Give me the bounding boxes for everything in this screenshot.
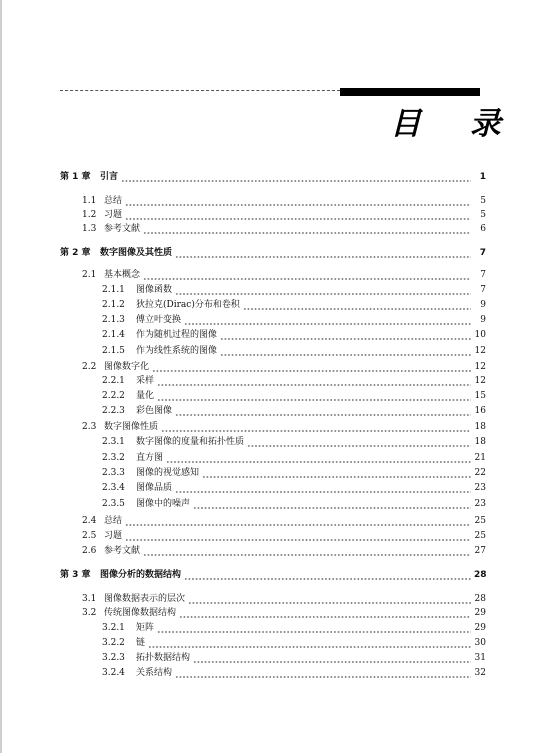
toc-number: 3.2.3 — [102, 653, 125, 663]
toc-leader-dots — [157, 621, 471, 635]
toc-title: 传统图像数据结构 — [104, 608, 177, 618]
toc-number: 2.1.2 — [102, 300, 125, 310]
toc-page-number: 18 — [474, 437, 486, 447]
toc-section-entry[interactable] — [60, 208, 486, 222]
toc-leader-dots — [175, 283, 471, 297]
toc-number-wrap — [60, 298, 136, 312]
toc-title: 矩阵 — [136, 623, 155, 633]
toc-title: 引言 — [100, 172, 119, 182]
toc-number-wrap — [60, 481, 136, 495]
toc-number-wrap — [60, 621, 136, 635]
toc-number: 2.3.1 — [102, 437, 125, 447]
toc-section-entry[interactable] — [60, 268, 486, 282]
toc-leader-dots — [188, 592, 471, 606]
toc-page-number: 6 — [480, 224, 486, 234]
toc-subsection-entry[interactable] — [60, 481, 486, 495]
toc-number-wrap — [60, 360, 104, 374]
toc-leader-dots — [175, 246, 471, 260]
toc-leader-dots — [247, 435, 471, 449]
toc-leader-dots — [143, 544, 471, 558]
toc-title: 作为线性系统的图像 — [136, 346, 218, 356]
toc-page-number: 5 — [480, 210, 486, 220]
toc-number-wrap — [60, 466, 136, 480]
toc-title: 彩色图像 — [136, 406, 173, 416]
toc-title: 习题 — [104, 531, 123, 541]
toc-section-entry[interactable] — [60, 514, 486, 528]
toc-page-number: 22 — [474, 468, 486, 478]
toc-page-number: 12 — [474, 346, 486, 356]
toc-section-entry[interactable] — [60, 592, 486, 606]
toc-section-entry[interactable] — [60, 222, 486, 236]
toc-number-wrap — [60, 328, 136, 342]
toc-title: 数字图像的度量和拓扑性质 — [136, 437, 245, 447]
toc-title: 傅立叶变换 — [136, 315, 182, 325]
toc-number: 第 2 章 — [60, 248, 91, 258]
toc-number-wrap — [60, 568, 100, 582]
toc-page-number: 28 — [474, 570, 487, 580]
toc-leader-dots — [175, 404, 471, 418]
toc-number-wrap — [60, 666, 136, 680]
toc-leader-dots — [184, 313, 471, 327]
toc-leader-dots — [143, 222, 471, 236]
toc-page-number: 7 — [480, 285, 486, 295]
toc-number: 2.2.3 — [102, 406, 125, 416]
toc-page-number: 10 — [474, 330, 486, 340]
toc-subsection-entry[interactable] — [60, 651, 486, 665]
toc-number-wrap — [60, 636, 136, 650]
toc-page-number: 7 — [480, 270, 486, 280]
toc-subsection-entry[interactable] — [60, 435, 486, 449]
toc-page-number: 29 — [474, 608, 486, 618]
toc-page-number: 31 — [474, 653, 486, 663]
page-title: 目 录 — [390, 106, 520, 142]
toc-subsection-entry[interactable] — [60, 451, 486, 465]
toc-number-wrap — [60, 544, 104, 558]
toc-section-entry[interactable] — [60, 360, 486, 374]
toc-section-entry[interactable] — [60, 606, 486, 620]
toc-number-wrap — [60, 208, 104, 222]
toc-page-number: 7 — [479, 248, 486, 258]
toc-chapter-entry[interactable] — [60, 170, 486, 184]
toc-number: 3.2 — [82, 608, 97, 618]
toc-title: 图像品质 — [136, 483, 173, 493]
toc-title: 直方图 — [136, 453, 164, 463]
toc-leader-dots — [125, 208, 471, 222]
toc-number-wrap — [60, 514, 104, 528]
toc-subsection-entry[interactable] — [60, 283, 486, 297]
toc-number-wrap — [60, 268, 104, 282]
toc-number: 2.4 — [82, 516, 97, 526]
toc-page-number: 25 — [474, 531, 486, 541]
toc-title: 数字图像性质 — [104, 422, 159, 432]
toc-title: 拓扑数据结构 — [136, 653, 191, 663]
toc-number: 2.3.3 — [102, 468, 125, 478]
toc-subsection-entry[interactable] — [60, 344, 486, 358]
toc-number-wrap — [60, 592, 104, 606]
toc-number-wrap — [60, 420, 104, 434]
toc-number: 1.2 — [82, 210, 97, 220]
toc-leader-dots — [143, 268, 471, 282]
toc-number-wrap — [60, 606, 104, 620]
toc-leader-dots — [125, 514, 471, 528]
toc-leader-dots — [220, 344, 471, 358]
toc-page-number: 29 — [474, 623, 486, 633]
toc-subsection-entry[interactable] — [60, 374, 486, 388]
toc-number-wrap — [60, 404, 136, 418]
toc-number: 2.2.1 — [102, 376, 125, 386]
toc-subsection-entry[interactable] — [60, 298, 486, 312]
toc-number: 2.1.4 — [102, 330, 125, 340]
toc-number-wrap — [60, 170, 100, 184]
toc-subsection-entry[interactable] — [60, 636, 486, 650]
page-edge — [0, 0, 2, 753]
toc-number: 2.3 — [82, 422, 97, 432]
toc-subsection-entry[interactable] — [60, 666, 486, 680]
toc-number: 2.2 — [82, 362, 97, 372]
toc-subsection-entry[interactable] — [60, 497, 486, 511]
toc-page-number: 21 — [474, 453, 486, 463]
toc-leader-dots — [193, 497, 471, 511]
toc-number-wrap — [60, 374, 136, 388]
toc-number: 2.5 — [82, 531, 97, 541]
toc-number: 2.6 — [82, 546, 97, 556]
toc-page-number: 30 — [474, 638, 486, 648]
toc-leader-dots — [175, 481, 471, 495]
toc-leader-dots — [161, 420, 471, 434]
toc-leader-dots — [220, 328, 471, 342]
toc-number: 1.3 — [82, 224, 97, 234]
toc-section-entry[interactable] — [60, 194, 486, 208]
toc-number: 2.3.4 — [102, 483, 125, 493]
toc-title: 总结 — [104, 196, 123, 206]
toc-number: 1.1 — [82, 196, 97, 206]
toc-page-number: 25 — [474, 516, 486, 526]
toc-number-wrap — [60, 283, 136, 297]
toc-number: 2.1.5 — [102, 346, 125, 356]
toc-number-wrap — [60, 451, 136, 465]
toc-number-wrap — [60, 246, 100, 260]
toc-chapter-entry[interactable] — [60, 246, 486, 260]
toc-title: 图像分析的数据结构 — [100, 570, 182, 580]
toc-leader-dots — [152, 360, 471, 374]
toc-number-wrap — [60, 313, 136, 327]
toc-title: 作为随机过程的图像 — [136, 330, 218, 340]
toc-title: 习题 — [104, 210, 123, 220]
toc-title: 数字图像及其性质 — [100, 248, 173, 258]
toc-title: 图像数字化 — [104, 362, 150, 372]
toc-number: 3.2.1 — [102, 623, 125, 633]
toc-leader-dots — [121, 170, 471, 184]
toc-page-number: 12 — [474, 376, 486, 386]
toc-page-number: 23 — [474, 483, 486, 493]
toc-title: 总结 — [104, 516, 123, 526]
toc-page-number: 16 — [474, 406, 486, 416]
toc-page-number: 9 — [480, 315, 486, 325]
toc-page-number: 18 — [474, 422, 486, 432]
toc-section-entry[interactable] — [60, 529, 486, 543]
toc-number-wrap — [60, 529, 104, 543]
toc-number: 2.1.1 — [102, 285, 125, 295]
toc-section-entry[interactable] — [60, 544, 486, 558]
toc-title: 关系结构 — [136, 668, 173, 678]
toc-number: 3.1 — [82, 594, 97, 604]
toc-number-wrap — [60, 194, 104, 208]
toc-leader-dots — [184, 568, 471, 582]
toc-leader-dots — [125, 194, 471, 208]
toc-number-wrap — [60, 651, 136, 665]
toc-title: 参考文献 — [104, 546, 141, 556]
toc-leader-dots — [193, 651, 471, 665]
toc-number: 2.1.3 — [102, 315, 125, 325]
toc-subsection-entry[interactable] — [60, 328, 486, 342]
toc-page-number: 15 — [474, 391, 486, 401]
header-dashed-rule — [60, 90, 340, 91]
header-black-bar — [340, 88, 480, 96]
toc-number: 2.2.2 — [102, 391, 125, 401]
toc-number-wrap — [60, 497, 136, 511]
toc-number: 2.3.5 — [102, 499, 125, 509]
toc-number: 3.2.4 — [102, 668, 125, 678]
toc-title: 链 — [136, 638, 146, 648]
toc-title: 狄拉克(Dirac)分布和卷积 — [136, 300, 240, 310]
toc-page-number: 9 — [480, 300, 486, 310]
toc-leader-dots — [175, 666, 471, 680]
toc-title: 采样 — [136, 376, 155, 386]
toc-number: 2.3.2 — [102, 453, 125, 463]
toc-page-number: 32 — [474, 668, 486, 678]
toc-leader-dots — [157, 389, 471, 403]
toc-leader-dots — [157, 374, 471, 388]
toc-chapter-entry[interactable] — [60, 568, 486, 582]
toc-leader-dots — [179, 606, 471, 620]
toc-number-wrap — [60, 222, 104, 236]
toc-leader-dots — [166, 451, 471, 465]
toc-page-number: 1 — [479, 172, 486, 182]
toc-leader-dots — [125, 529, 471, 543]
toc-title: 图像函数 — [136, 285, 173, 295]
toc-subsection-entry[interactable] — [60, 466, 486, 480]
toc-subsection-entry[interactable] — [60, 389, 486, 403]
toc-number: 2.1 — [82, 270, 97, 280]
toc-number: 第 3 章 — [60, 570, 91, 580]
toc-page-number: 28 — [474, 594, 486, 604]
toc-title: 图像数据表示的层次 — [104, 594, 186, 604]
toc-subsection-entry[interactable] — [60, 621, 486, 635]
toc-page-number: 27 — [474, 546, 486, 556]
toc-number-wrap — [60, 389, 136, 403]
toc-number-wrap — [60, 344, 136, 358]
toc-title: 参考文献 — [104, 224, 141, 234]
toc-title: 量化 — [136, 391, 155, 401]
toc-number-wrap — [60, 435, 136, 449]
toc-subsection-entry[interactable] — [60, 404, 486, 418]
toc-leader-dots — [243, 298, 471, 312]
toc-section-entry[interactable] — [60, 420, 486, 434]
toc-number: 第 1 章 — [60, 172, 91, 182]
toc-subsection-entry[interactable] — [60, 313, 486, 327]
toc-number: 3.2.2 — [102, 638, 125, 648]
toc-title: 图像的视觉感知 — [136, 468, 200, 478]
toc-leader-dots — [148, 636, 471, 650]
toc-title: 基本概念 — [104, 270, 141, 280]
toc-title: 图像中的噪声 — [136, 499, 191, 509]
toc-leader-dots — [202, 466, 471, 480]
toc-page-number: 23 — [474, 499, 486, 509]
toc-page-number: 12 — [474, 362, 486, 372]
toc-page-number: 5 — [480, 196, 486, 206]
